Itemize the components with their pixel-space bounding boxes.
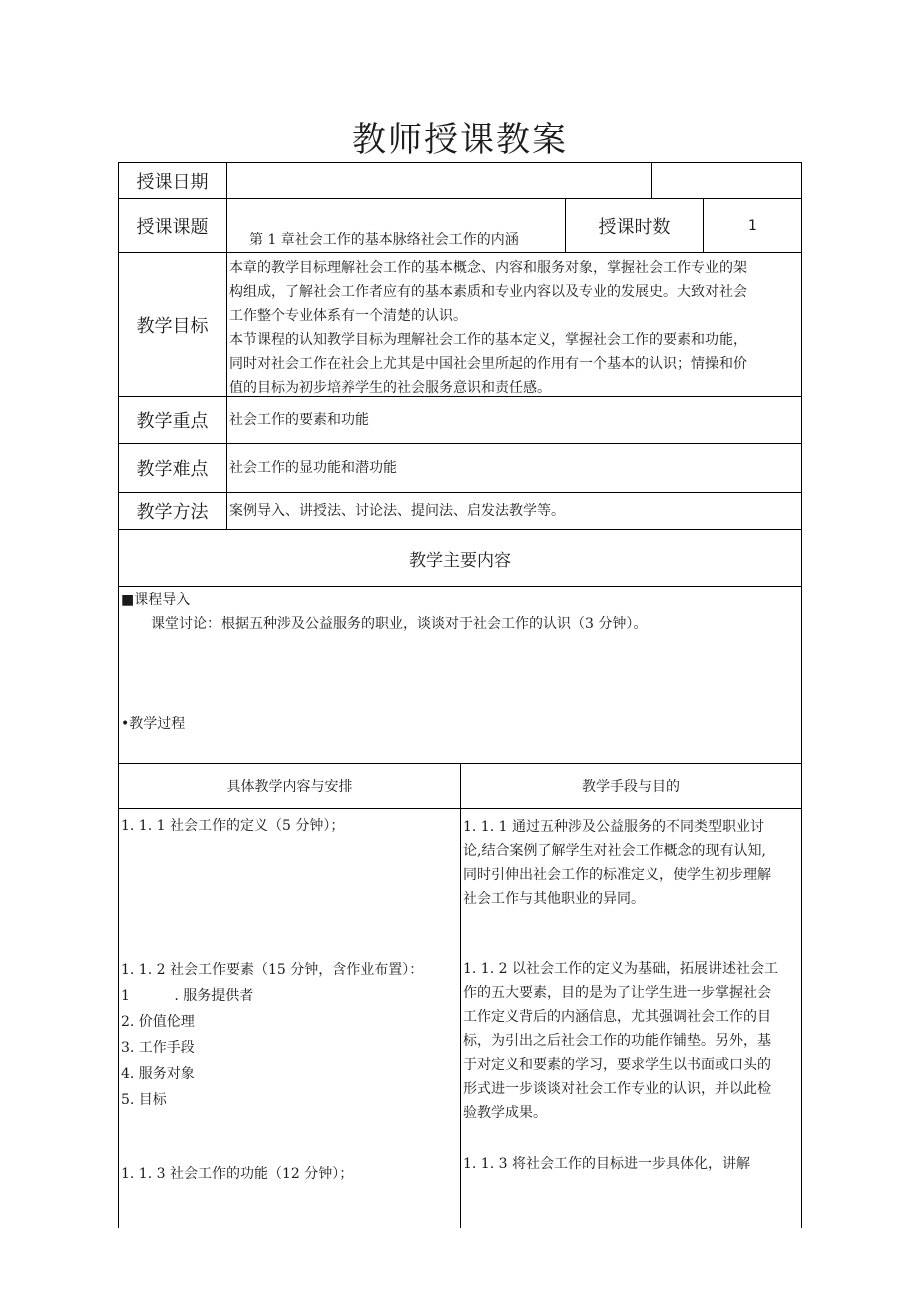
right-block-2 [463, 957, 801, 1125]
topic-value-cell [226, 198, 566, 253]
methods-value: 案例导入、讲授法、讨论法、提问法、启发法教学等。 [229, 503, 565, 519]
difficulties-label: 教学难点 [136, 459, 209, 480]
date-value-cell [226, 162, 652, 199]
intro-heading: ■课程导入 [121, 592, 191, 608]
main-content-heading: 教学主要内容 [409, 550, 511, 571]
date-label-cell [118, 162, 227, 199]
objectives-line: 值的目标为初步培养学生的社会服务意识和责任感。 [229, 380, 551, 396]
left-list-item: 2. 价值伦理 [121, 1014, 195, 1030]
right-block-1-line: 同时引伸出社会工作的标准定义，使学生初步理解 [463, 867, 771, 883]
hours-label-cell [565, 198, 704, 253]
process-right-cell [460, 808, 802, 1228]
right-block-2-line: 标，为引出之后社会工作的功能作铺垫。另外，基 [463, 1033, 771, 1049]
right-block-1-line: 1. 1. 1 通过五种涉及公益服务的不同类型职业讨 [463, 819, 764, 835]
date-label: 授课日期 [136, 171, 209, 193]
objectives-line: 本节课程的认知教学目标为理解社会工作的基本定义，掌握社会工作的要素和功能， [229, 332, 747, 348]
right-block-1 [463, 815, 801, 911]
right-block-2-line: 工作定义背后的内涵信息，尤其强调社会工作的目 [463, 1009, 771, 1025]
right-block-3: 1. 1. 3 将社会工作的目标进一步具体化，讲解 [463, 1156, 750, 1172]
objectives-text-cell [226, 252, 802, 397]
methods-value-cell [226, 492, 802, 530]
right-block-2-line: 于对定义和要素的学习，要求学生以书面或口头的 [463, 1057, 771, 1073]
objectives-label: 教学目标 [136, 315, 209, 337]
hours-value: 1 [748, 217, 757, 234]
objectives-line: 本章的教学目标理解社会工作的基本概念、内容和服务对象，掌握社会工作专业的架 [229, 260, 747, 276]
key-points-value-cell [226, 396, 802, 444]
objectives-line: 工作整个专业体系有一个清楚的认识。 [229, 308, 467, 324]
right-block-1-line: 论,结合案例了解学生对社会工作概念的现有认知, [463, 843, 766, 859]
left-item-2: 1. 1. 2 社会工作要素（15 分钟，含作业布置）： [121, 962, 424, 978]
objectives-label-cell [118, 252, 227, 397]
left-list-item: 3. 工作手段 [121, 1040, 195, 1056]
methods-label: 教学方法 [136, 502, 209, 523]
hours-value-cell [703, 198, 802, 253]
left-list-item: 4. 服务对象 [121, 1066, 195, 1082]
process-col-left-label: 具体教学内容与安排 [226, 779, 353, 795]
right-block-2-line: 1. 1. 2 以社会工作的定义为基础，拓展讲述社会工 [463, 961, 778, 977]
left-item-3: 1. 1. 3 社会工作的功能（12 分钟）； [121, 1166, 354, 1182]
objectives-line: 同时对社会工作在社会上尤其是中国社会里所起的作用有一个基本的认识；情操和价 [229, 356, 747, 372]
methods-label-cell [118, 492, 227, 530]
key-points-value: 社会工作的要素和功能 [229, 412, 369, 428]
left-list-item: 5. 目标 [121, 1092, 167, 1108]
left-list-item: 1 . 服务提供者 [121, 988, 254, 1004]
process-col-left-header [118, 763, 461, 809]
date-extra-cell [651, 162, 802, 199]
process-heading: •教学过程 [121, 716, 186, 732]
left-item-1: 1. 1. 1 社会工作的定义（5 分钟）； [121, 818, 345, 834]
process-col-right-header [460, 763, 802, 809]
document-title: 教师授课教案 [352, 120, 568, 160]
difficulties-value-cell [226, 443, 802, 493]
objectives-line: 构组成，了解社会工作者应有的基本素质和专业内容以及专业的发展史。大致对社会 [229, 284, 747, 300]
key-points-label-cell [118, 396, 227, 444]
topic-value: 第 1 章社会工作的基本脉络社会工作的内涵 [249, 232, 519, 248]
intro-cell [118, 586, 802, 764]
right-block-2-line: 验教学成果。 [463, 1105, 547, 1121]
hours-label: 授课时数 [598, 216, 671, 238]
difficulties-label-cell [118, 443, 227, 493]
right-block-1-line: 社会工作与其他职业的异同。 [463, 891, 645, 907]
right-block-2-line: 形式进一步谈谈对社会工作专业的认识，并以此检 [463, 1081, 771, 1097]
intro-text: 课堂讨论：根据五种涉及公益服务的职业，谈谈对于社会工作的认识（3 分钟）。 [151, 616, 648, 632]
right-block-2-line: 作的五大要素，目的是为了让学生进一步掌握社会 [463, 985, 771, 1001]
main-content-heading-cell [118, 529, 802, 587]
difficulties-value: 社会工作的显功能和潜功能 [229, 460, 397, 476]
key-points-label: 教学重点 [136, 411, 209, 432]
process-col-right-label: 教学手段与目的 [582, 779, 680, 795]
topic-label-cell [118, 198, 227, 253]
process-left-cell [118, 808, 461, 1228]
topic-label: 授课课题 [136, 216, 209, 238]
